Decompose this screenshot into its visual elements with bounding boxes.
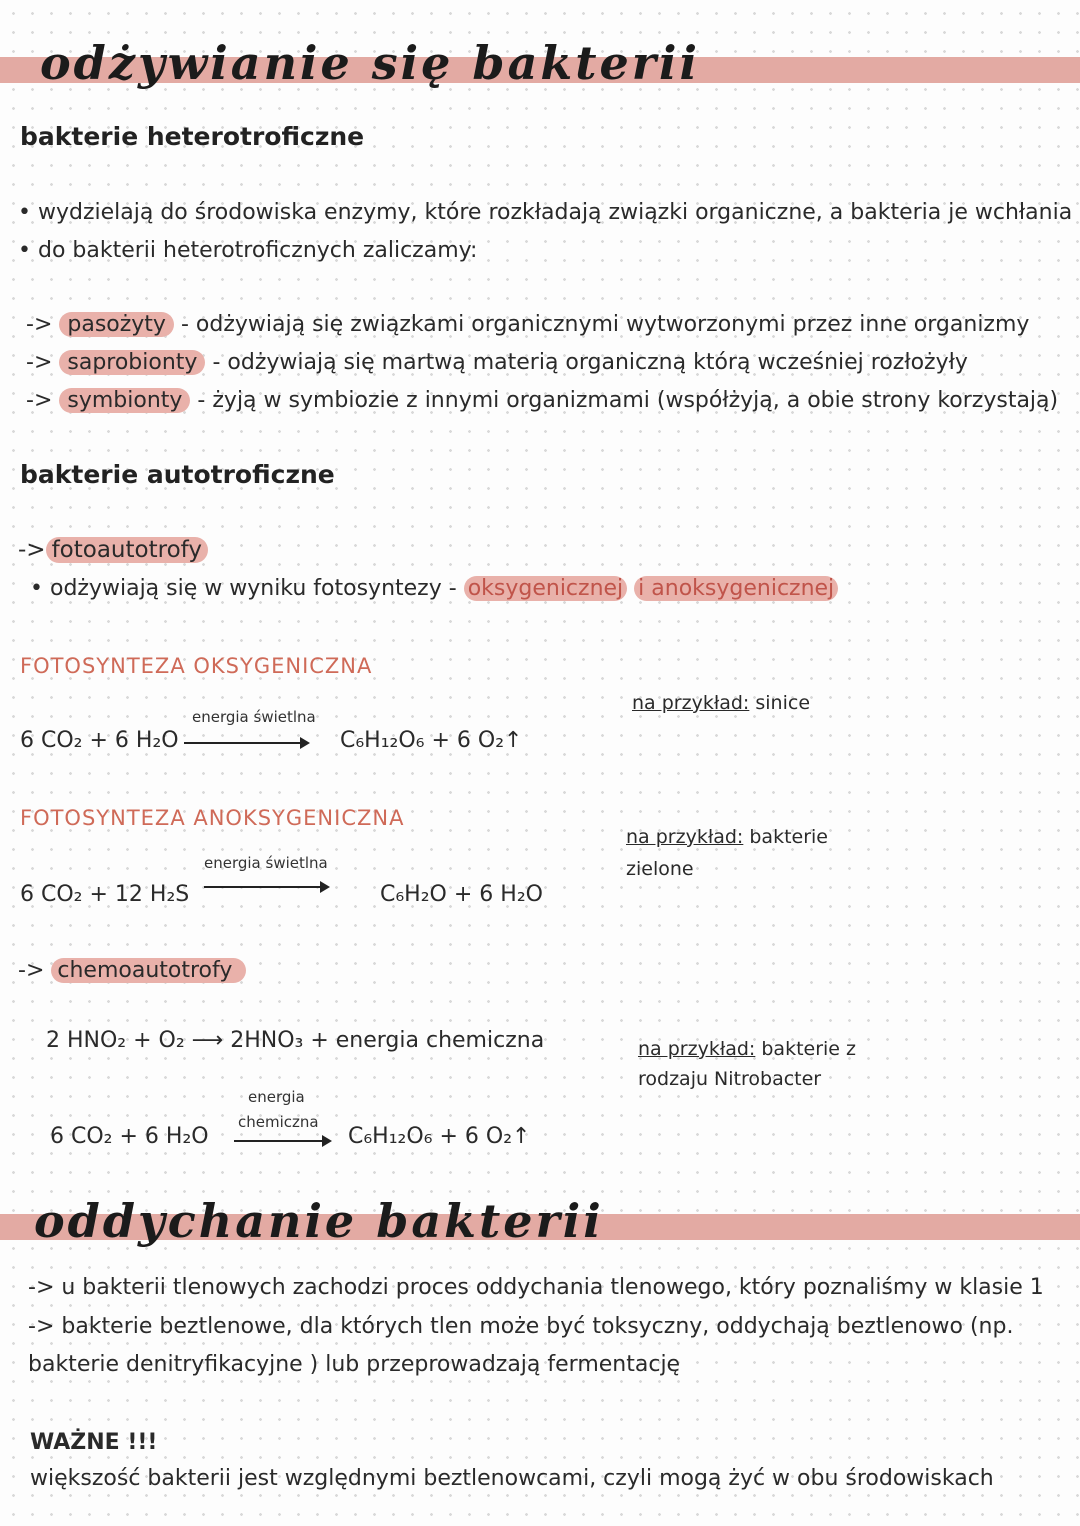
arrow-label: energia świetlna — [192, 708, 316, 726]
bullet-icon: • — [30, 576, 43, 601]
bullet-text: odżywiają się w wyniku fotosyntezy - — [49, 576, 457, 601]
text-line: -> u bakterii tlenowych zachodzi proces oddychania tlenowego, który poznaliśmy w klasie 1 — [28, 1275, 1044, 1300]
highlight-oksygenicznej: oksygenicznej — [464, 576, 627, 601]
equation-right: C₆H₂O + 6 H₂O — [380, 882, 543, 907]
term-chemoautotrofy: chemoautotrofy — [51, 958, 246, 983]
bullet-icon: • — [18, 200, 31, 225]
term-pasozyty: pasożyty — [59, 312, 174, 337]
bullet-zaliczamy — [18, 238, 477, 263]
example-value: bakterie z — [761, 1038, 857, 1060]
equation-left: 6 CO₂ + 6 H₂O — [50, 1124, 209, 1149]
important-label: WAŻNE !!! — [30, 1430, 158, 1455]
dash: - — [212, 350, 221, 375]
dash: - — [180, 312, 189, 337]
bullet-icon: • — [18, 238, 31, 263]
term-fotoautotrofy: fotoautotrofy — [46, 537, 208, 563]
bullet-fotosynteza — [30, 576, 838, 601]
example-label: na przykład: — [626, 826, 744, 848]
arrow-label: energia świetlna — [204, 854, 328, 872]
dash: - — [197, 388, 206, 413]
list-item-pasozyty — [26, 312, 1029, 337]
bullet-enzymy — [18, 200, 1072, 225]
heading-autotroficzne: bakterie autotroficzne — [20, 460, 335, 489]
term-row-fotoautotrofy — [18, 537, 208, 563]
heading-anoksygeniczna: FOTOSYNTEZA ANOKSYGENICZNA — [20, 806, 405, 830]
list-item-saprobionty — [26, 350, 968, 375]
equation-left: 6 CO₂ + 6 H₂O — [20, 728, 179, 753]
highlight-anoksygenicznej: i anoksygenicznej — [634, 576, 838, 601]
example-oksy — [632, 692, 810, 714]
text-line: -> bakterie beztlenowe, dla których tlen może być toksyczny, oddychają beztlenowo (np. — [28, 1314, 1014, 1339]
desc-pasozyty: odżywiają się związkami organicznymi wytworzonymi przez inne organizmy — [195, 312, 1030, 337]
bullet-text: do bakterii heterotroficznych zaliczamy: — [37, 238, 478, 263]
section-title: oddychanie bakterii — [34, 1194, 604, 1248]
term-row-chemoautotrofy — [18, 958, 246, 983]
section-title: odżywianie się bakterii — [40, 36, 700, 90]
equation-right: C₆H₁₂O₆ + 6 O₂↑ — [348, 1124, 531, 1149]
reaction-arrow — [234, 1140, 330, 1142]
important-text: większość bakterii jest względnymi beztlenowcami, czyli mogą żyć w obu środowiskach — [30, 1466, 994, 1491]
arrow-icon: -> — [26, 312, 53, 337]
equation-left: 6 CO₂ + 12 H₂S — [20, 882, 190, 907]
reaction-arrow — [204, 886, 328, 888]
text-line: bakterie denitryfikacyjne ) lub przeprowadzają fermentację — [28, 1352, 681, 1377]
term-saprobionty: saprobionty — [59, 350, 205, 375]
arrow-label-1: energia — [248, 1088, 305, 1106]
desc-saprobionty: odżywiają się martwą materią organiczną którą wcześniej rozłożyły — [227, 350, 968, 375]
example-chemo — [638, 1038, 856, 1060]
example-value-2: rodzaju Nitrobacter — [638, 1068, 822, 1090]
equation-nitrification: 2 HNO₂ + O₂ ⟶ 2HNO₃ + energia chemiczna — [46, 1028, 545, 1053]
heading-oksygeniczna: FOTOSYNTEZA OKSYGENICZNA — [20, 654, 373, 678]
list-item-symbionty — [26, 388, 1058, 413]
equation-right: C₆H₁₂O₆ + 6 O₂↑ — [340, 728, 523, 753]
example-anoksy — [626, 826, 828, 848]
arrow-icon: -> — [26, 350, 53, 375]
arrow-icon: -> — [26, 388, 53, 413]
example-label: na przykład: — [638, 1038, 756, 1060]
arrow-icon: -> — [18, 537, 46, 563]
bullet-text: wydzielają do środowiska enzymy, które rozkładają związki organiczne, a bakteria je wchłania — [37, 200, 1073, 225]
example-value: sinice — [755, 692, 811, 714]
term-symbionty: symbionty — [59, 388, 190, 413]
example-value: bakterie — [749, 826, 829, 848]
desc-symbionty: żyją w symbiozie z innymi organizmami (współżyją, a obie strony korzystają) — [212, 388, 1059, 413]
example-label: na przykład: — [632, 692, 750, 714]
reaction-arrow — [184, 742, 308, 744]
example-value-2: zielone — [626, 858, 694, 880]
arrow-icon: -> — [18, 958, 45, 983]
arrow-label-2: chemiczna — [238, 1113, 319, 1131]
heading-heterotroficzne: bakterie heterotroficzne — [20, 122, 365, 151]
